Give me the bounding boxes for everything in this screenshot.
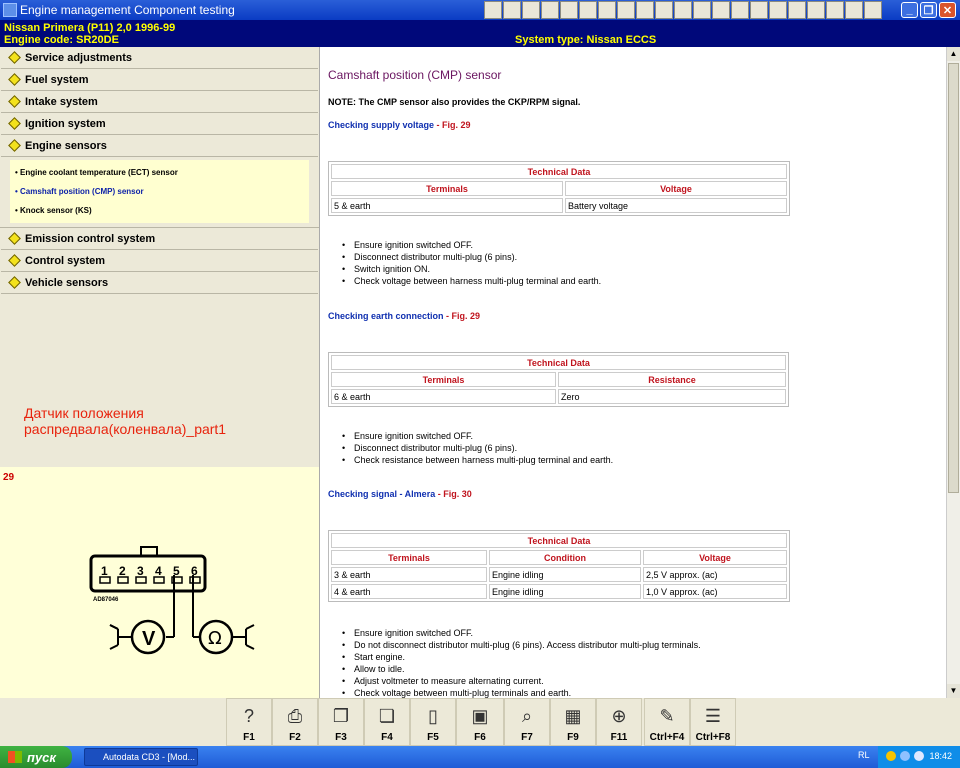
table-cell: Zero — [558, 389, 786, 404]
sub-item[interactable]: • Engine coolant temperature (ECT) sensor — [10, 163, 309, 182]
annotation-line-1: Датчик положения — [24, 405, 144, 421]
annotation-line-2: распредвала(коленвала)_part1 — [24, 421, 227, 437]
dial-icon: ▦ — [564, 706, 582, 726]
sub-list — [0, 157, 319, 228]
fkey-label: F5 — [427, 732, 439, 743]
instruction-list — [354, 627, 701, 698]
pin-label: 6 — [191, 564, 198, 578]
warning2-icon[interactable] — [826, 1, 844, 19]
scroll-thumb[interactable] — [948, 63, 959, 493]
user-annotation — [24, 405, 226, 437]
toolbar — [484, 1, 882, 19]
plug-icon[interactable] — [807, 1, 825, 19]
function-key-bar — [0, 698, 960, 746]
start-button[interactable] — [0, 746, 72, 768]
section-heading — [328, 120, 471, 130]
list-item: • Check voltage between multi-plug terminals and earth. — [354, 687, 701, 698]
app-icon — [3, 3, 17, 17]
pin-label: 4 — [155, 564, 162, 578]
vehicle-header — [0, 20, 960, 47]
language-indicator[interactable]: RL — [858, 750, 870, 760]
table-row — [331, 584, 787, 599]
list-item: • Ensure ignition switched OFF. — [354, 627, 701, 639]
table-cell: 5 & earth — [331, 198, 563, 213]
notes-icon: ✎ — [659, 706, 675, 726]
gauge-icon[interactable] — [864, 1, 882, 19]
table-row — [331, 198, 787, 213]
close-button[interactable]: ✕ — [939, 2, 956, 18]
diamond-icon — [8, 139, 21, 152]
print-icon: ⎙ — [287, 706, 303, 726]
bulb-icon[interactable] — [788, 1, 806, 19]
table-cell: 2,5 V approx. (ac) — [643, 567, 787, 582]
tool-icon[interactable] — [712, 1, 730, 19]
fkey-f9[interactable] — [550, 698, 596, 746]
sidebar-item-label: Fuel system — [25, 73, 89, 86]
list-icon[interactable] — [636, 1, 654, 19]
list-item: • Allow to idle. — [354, 663, 701, 675]
list-item: • Adjust voltmeter to measure alternating current. — [354, 675, 701, 687]
vertical-scrollbar[interactable] — [946, 47, 960, 698]
technical-data-table — [328, 530, 790, 602]
sidebar-item[interactable] — [1, 113, 318, 135]
sidebar-item-label: Vehicle sensors — [25, 276, 109, 289]
tools-icon[interactable] — [845, 1, 863, 19]
diamond-icon — [8, 95, 21, 108]
diamond-icon — [8, 51, 21, 64]
fkey-label: Ctrl+F4 — [649, 732, 685, 743]
figure-link[interactable]: - Fig. 29 — [434, 120, 471, 130]
fkey-label: F2 — [289, 732, 301, 743]
instruction-list — [354, 239, 601, 287]
list-item: • Switch ignition ON. — [354, 263, 601, 275]
zoom-icon: ⌕ — [521, 706, 533, 726]
technical-data-table — [328, 352, 789, 407]
figure-link[interactable]: - Fig. 30 — [435, 489, 472, 499]
svg-text:Ω: Ω — [208, 628, 222, 649]
column-header: Condition — [489, 550, 641, 565]
fkey-label: F6 — [474, 732, 486, 743]
section-heading-text: Checking earth connection — [328, 311, 444, 321]
warning-icon[interactable] — [522, 1, 540, 19]
list-item: • Do not disconnect distributor multi-plug (6 pins). Access distributor multi-plug terminals. — [354, 639, 701, 651]
table-title: Technical Data — [331, 533, 787, 548]
first-icon[interactable] — [484, 1, 502, 19]
engine-code: Engine code: SR20DE — [4, 34, 119, 46]
fkey-label: F7 — [521, 732, 533, 743]
sidebar-item-label: Control system — [25, 254, 106, 267]
tray-icon-2[interactable] — [900, 751, 910, 761]
diamond-icon — [8, 73, 21, 86]
column-header: Voltage — [565, 181, 787, 196]
tray-icon-3[interactable] — [914, 751, 924, 761]
system-type: System type: Nissan ECCS — [515, 34, 657, 46]
pin-label: 3 — [137, 564, 144, 578]
sidebar-item-label: Ignition system — [25, 117, 106, 130]
start-label: пуск — [27, 749, 56, 765]
diamond-icon — [8, 232, 21, 245]
tray-icon-1[interactable] — [886, 751, 896, 761]
sidebar-item[interactable] — [1, 250, 318, 272]
pin-label: 2 — [119, 564, 126, 578]
fkey-f4[interactable] — [364, 698, 410, 746]
fkey-label: F3 — [335, 732, 347, 743]
window-title: Engine management Component testing — [20, 3, 235, 17]
table-cell: 1,0 V approx. (ac) — [643, 584, 787, 599]
list-item: • Start engine. — [354, 651, 701, 663]
sidebar-item-label: Emission control system — [25, 232, 156, 245]
table-title: Technical Data — [331, 355, 786, 370]
help-icon: ? — [243, 706, 254, 726]
sub-item[interactable]: • Knock sensor (KS) — [10, 201, 309, 220]
fkey-label: F4 — [381, 732, 393, 743]
chart-icon[interactable] — [560, 1, 578, 19]
fkey-ctrl-f8[interactable] — [690, 698, 736, 746]
fkey-f11[interactable] — [596, 698, 642, 746]
clock: 18:42 — [929, 751, 952, 761]
prev-icon[interactable] — [503, 1, 521, 19]
sidebar-item-label: Intake system — [25, 95, 98, 108]
list-item: • Disconnect distributor multi-plug (6 pins). — [354, 442, 613, 454]
column-header: Voltage — [643, 550, 787, 565]
connector-diagram — [0, 467, 320, 698]
system-tray — [878, 746, 960, 768]
section-heading — [328, 489, 472, 499]
list-icon: ☰ — [704, 706, 722, 726]
chart2-icon[interactable] — [674, 1, 692, 19]
table-title: Technical Data — [331, 164, 787, 179]
scroll-down-icon[interactable]: ▼ — [947, 684, 960, 698]
pin-label: 1 — [101, 564, 108, 578]
sidebar-item[interactable] — [1, 228, 318, 250]
plug-icon: ⊕ — [611, 706, 627, 726]
fkey-f2[interactable] — [272, 698, 318, 746]
title-bar — [0, 0, 960, 20]
fkey-f3[interactable] — [318, 698, 364, 746]
pin-label: 5 — [173, 564, 180, 578]
fuel-icon[interactable] — [731, 1, 749, 19]
figure-panel — [0, 467, 320, 698]
sidebar-item[interactable] — [1, 272, 318, 294]
list-item: • Ensure ignition switched OFF. — [354, 430, 613, 442]
doc-icon[interactable] — [541, 1, 559, 19]
sidebar-item[interactable] — [1, 47, 318, 69]
taskbar-item-autodata[interactable]: Autodata CD3 - [Mod... — [84, 748, 198, 766]
fkey-f1[interactable] — [226, 698, 272, 746]
figure-link[interactable]: - Fig. 29 — [443, 311, 481, 321]
fkey-f7[interactable] — [504, 698, 550, 746]
battery-icon[interactable] — [693, 1, 711, 19]
vehicle-model: Nissan Primera (P11) 2,0 1996-99 — [4, 22, 176, 34]
list-item: • Check voltage between harness multi-plug terminal and earth. — [354, 275, 601, 287]
svg-text:V: V — [142, 628, 156, 650]
book-icon[interactable] — [655, 1, 673, 19]
taskbar — [0, 746, 960, 768]
sidebar-item-label: Service adjustments — [25, 51, 132, 64]
figure-number: 29 — [3, 472, 15, 483]
fkey-label: F9 — [567, 732, 579, 743]
table-row — [331, 389, 786, 404]
paste-icon: ❏ — [378, 706, 396, 726]
device-icon: ▣ — [471, 706, 489, 726]
table-row — [331, 567, 787, 582]
section-heading — [328, 311, 480, 321]
engine-icon[interactable] — [750, 1, 768, 19]
car-icon[interactable] — [579, 1, 597, 19]
note-text: NOTE: The CMP sensor also provides the CKP/RPM signal. — [328, 97, 581, 107]
windows-logo-icon — [8, 751, 22, 763]
list-item: • Ensure ignition switched OFF. — [354, 239, 601, 251]
table-cell: Engine idling — [489, 584, 641, 599]
list-item: • Check resistance between harness multi-plug terminal and earth. — [354, 454, 613, 466]
section-heading-text: Checking signal - Almera — [328, 489, 436, 499]
scroll-up-icon[interactable]: ▲ — [947, 47, 960, 61]
sidebar-item[interactable] — [1, 91, 318, 113]
diamond-icon — [8, 276, 21, 289]
globe-icon[interactable] — [617, 1, 635, 19]
column-header: Resistance — [558, 372, 786, 387]
fkey-f5[interactable] — [410, 698, 456, 746]
figure-code: AD87046 — [93, 597, 119, 603]
column-header: Terminals — [331, 550, 487, 565]
column-header: Terminals — [331, 372, 556, 387]
diamond-icon — [8, 254, 21, 267]
disk-icon[interactable] — [769, 1, 787, 19]
fkey-label: F1 — [243, 732, 255, 743]
page-title: Camshaft position (CMP) sensor — [328, 68, 502, 82]
table-cell: Engine idling — [489, 567, 641, 582]
sidebar-item[interactable] — [1, 69, 318, 91]
technical-data-table — [328, 161, 790, 216]
fkey-ctrl-f4[interactable] — [644, 698, 690, 746]
table-cell: 6 & earth — [331, 389, 556, 404]
sidebar-item-label: Engine sensors — [25, 139, 107, 152]
fkey-label: F11 — [610, 732, 628, 743]
minimize-button[interactable]: _ — [901, 2, 918, 18]
list-item: • Disconnect distributor multi-plug (6 pins). — [354, 251, 601, 263]
table-cell: Battery voltage — [565, 198, 787, 213]
table-cell: 4 & earth — [331, 584, 487, 599]
fkey-label: Ctrl+F8 — [695, 732, 731, 743]
sub-item[interactable]: • Camshaft position (CMP) sensor — [10, 182, 309, 201]
column-header: Terminals — [331, 181, 563, 196]
table-cell: 3 & earth — [331, 567, 487, 582]
sidebar-item[interactable] — [1, 135, 318, 157]
pages-icon: ▯ — [428, 706, 438, 726]
wrench-icon[interactable] — [598, 1, 616, 19]
restore-button[interactable]: ❐ — [920, 2, 937, 18]
instruction-list — [354, 430, 613, 466]
diamond-icon — [8, 117, 21, 130]
sidebar — [0, 47, 320, 467]
fkey-f6[interactable] — [456, 698, 504, 746]
content-pane — [320, 47, 946, 698]
copy-icon: ❐ — [332, 706, 350, 726]
section-heading-text: Checking supply voltage — [328, 120, 435, 130]
